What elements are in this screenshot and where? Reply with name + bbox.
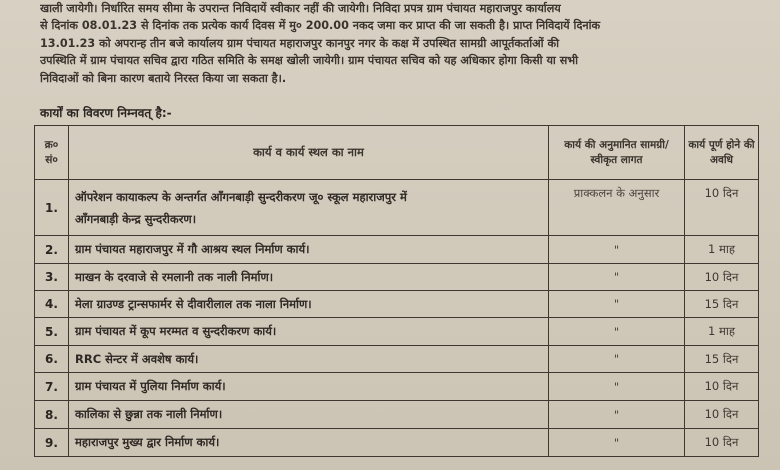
- row-work-name: [69, 180, 549, 236]
- row-serial: 7.: [35, 373, 69, 401]
- row-cost: ": [549, 373, 685, 401]
- row-serial: 6.: [35, 346, 69, 373]
- row-duration: 10 दिन: [685, 180, 759, 236]
- table-row: [35, 401, 759, 429]
- row-cost: ": [549, 401, 685, 429]
- row-serial: 1.: [35, 180, 69, 236]
- table-header-row: [35, 126, 759, 180]
- row-cost: ": [549, 236, 685, 264]
- row-cost: प्राक्कलन के अनुसार: [549, 180, 685, 236]
- row-duration: 1 माह: [685, 236, 759, 264]
- row-work-name: ग्राम पंचायत में कूप मरम्मत व सुन्दरीकरण कार्य।: [69, 318, 549, 346]
- row-work-name: ग्राम पंचायत में पुलिया निर्माण कार्य।: [69, 373, 549, 401]
- row-work-name: ग्राम पंचायत महाराजपुर में गौ आश्रय स्थल निर्माण कार्य।: [69, 236, 549, 264]
- row-cost: ": [549, 346, 685, 373]
- header-sn: क्र० सं०: [35, 126, 69, 180]
- row-work-name: कालिका से छुन्ना तक नाली निर्माण।: [69, 401, 549, 429]
- row-work-name: महाराजपुर मुख्य द्वार निर्माण कार्य।: [69, 429, 549, 457]
- row-duration: 10 दिन: [685, 373, 759, 401]
- table-row: [35, 429, 759, 457]
- table-row: [35, 180, 759, 236]
- notice-line: 13.01.23 को अपरान्ह तीन बजे कार्यालय ग्राम पंचायत महाराजपुर कानपुर नगर के कक्ष में उपस्थित सामग्री आपूर्तकर्ताओं की: [40, 36, 560, 50]
- header-estimated-cost: कार्य की अनुमानित सामग्री/स्वीकृत लागत: [549, 126, 685, 180]
- row-work-name: मेला ग्राउण्ड ट्रान्सफार्मर से दीवारीलाल तक नाला निर्माण।: [69, 291, 549, 318]
- table-row: [35, 236, 759, 264]
- header-duration: कार्य पूर्ण होने की अवधि: [685, 126, 759, 180]
- row-serial: 4.: [35, 291, 69, 318]
- row-duration: 1 माह: [685, 318, 759, 346]
- row-cost: ": [549, 264, 685, 291]
- table-row: [35, 318, 759, 346]
- table-row: [35, 346, 759, 373]
- table-row: [35, 373, 759, 401]
- row-duration: 10 दिन: [685, 429, 759, 457]
- row-serial: 5.: [35, 318, 69, 346]
- table-row: [35, 291, 759, 318]
- row-serial: 2.: [35, 236, 69, 264]
- notice-line: उपस्थिति में ग्राम पंचायत सचिव द्वारा गठित समिति के समक्ष खोली जायेगी। ग्राम पंचायत सचिव को यह अधिकार होगा किसी या सभी: [40, 54, 579, 68]
- table-row: [35, 264, 759, 291]
- row-cost: ": [549, 291, 685, 318]
- row-work-name-line2: आँगनबाड़ी केन्द्र सुन्दरीकरण।: [75, 211, 197, 226]
- row-serial: 9.: [35, 429, 69, 457]
- row-work-name: माखन के दरवाजे से रमलानी तक नाली निर्माण।: [69, 264, 549, 291]
- notice-line: से दिनांक 08.01.23 से दिनांक तक प्रत्येक कार्य दिवस में मु० 200.00 नकद जमा कर प्राप्त की जा सकती है। प्राप्त निविदायें दिनांक: [40, 19, 601, 33]
- notice-paragraph: [40, 0, 768, 87]
- row-duration: 10 दिन: [685, 401, 759, 429]
- row-duration: 15 दिन: [685, 291, 759, 318]
- row-serial: 3.: [35, 264, 69, 291]
- row-cost: ": [549, 429, 685, 457]
- notice-line: खाली जायेगी। निर्धारित समय सीमा के उपरान्त निविदायें स्वीकार नहीं की जायेगी। निविदा प्रपत्र ग्राम पंचायत महाराजपुर कार्यालय: [40, 2, 561, 15]
- works-list-heading: कार्यों का विवरण निम्नवत् है:-: [40, 106, 172, 120]
- row-duration: 10 दिन: [685, 264, 759, 291]
- row-work-name-line1: ऑपरेशन कायाकल्प के अन्तर्गत आँगनबाड़ी सुन्दरीकरण जू० स्कूल महाराजपुर में: [75, 189, 407, 204]
- row-duration: 15 दिन: [685, 346, 759, 373]
- row-cost: ": [549, 318, 685, 346]
- row-serial: 8.: [35, 401, 69, 429]
- row-work-name: RRC सेन्टर में अवशेष कार्य।: [69, 346, 549, 373]
- header-work-name: कार्य व कार्य स्थल का नाम: [69, 126, 549, 180]
- works-table: [34, 125, 759, 457]
- notice-line: निविदाओं को बिना कारण बताये निरस्त किया जा सकता है।.: [40, 71, 287, 85]
